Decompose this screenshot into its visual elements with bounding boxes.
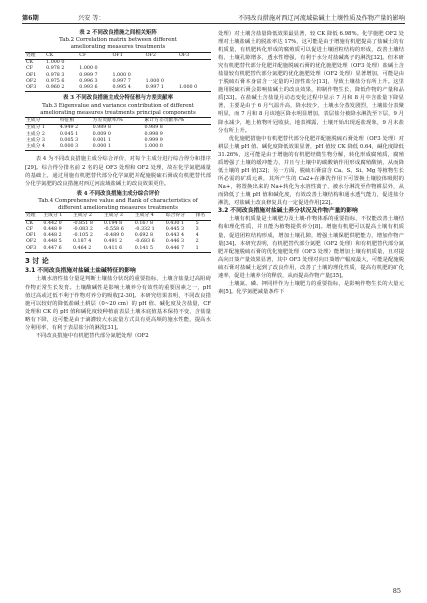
body-paragraph: 不同改良措施中有机肥替代部分氮肥处理（OF2 [35, 332, 149, 339]
table-4-caption-en-line2: different ameliorating measures treatments [58, 205, 178, 212]
body-paragraph: 土壤水溶性盐分量是判断土壤盐分状况的重要指标，土壤含盐量过高阻碍作物正常生长发育。土壤酸碱性是影响土壤养分有效性的重要因素之一，pH 值过高或过低不利于作物对养分的吸收[2-30]。本研究结果表明，不同改良措施可以较好的降低盐碱土耕层（0~20 cm）的 pH 值、碱化度及含盐量，CF 处理和 CK 的 pH 值和碱化度较种植前表层土壤本底值基本保持不变，含盐量略有下降，这可能是由于滴灌较大水流量方式具有更高频的施水性能，提高水分利用率，有利于表层盐分的淋洗[31]。 [25, 276, 211, 331]
table-2-header: CF [78, 52, 111, 59]
table-cell: -0.332 1 [134, 226, 155, 232]
left-column [25, 30, 211, 340]
table-row [25, 220, 211, 227]
body-paragraph: 处理）对土壤含盐量降低效果最显著，较 CK 降低 6.98%。化学施肥 OF2 处理对土壤盐碱土的脱盐率达 17%，这可能是由于增施有机肥提高了盐碱土的有机质量，有机肥转化形成的腐殖质可以促进土壤团粒结构的形成，改善土壤结构，土壤孔隙增多，透水性增强，有利于水分对盐碱离子的淋洗[32]。但本研究有机肥替代部分化肥并配施脱硫石膏的优化施肥处理（OF3 处理）盐碱土含盐量较有机肥替代部分氮肥的优化施肥处理（OF2 处理）显著增加，可能是由于脱硫石膏本身富含一定量的可溶性盐分[13]，导致土壤盐分有所上升。这里施用脱硫石膏会影响盐碱土的改良效果，抑制作物生长，降低作物的产量和品质[33]。在盐碱土含盐量月动态变化过程中显示 7 月和 8 月中含盐量下降显著，主要是由于 6 月气温升高，降水较少，土壤水分蒸发剧烈，土壤盐分表聚明显，而 7 月和 8 月该地区降水明显增加，表层盐分被降水淋洗至下层，9 月降水减少，地上植物叶冠收获，地表裸露，土壤开始出现返盐现象，9 月末盐分有所上升。 [218, 31, 404, 134]
table-cell: 0.448 2 [43, 233, 62, 239]
table-2-header: OF3 [178, 52, 211, 59]
table-3-header: 特征根 [59, 118, 92, 125]
table-4-grid [25, 212, 211, 253]
header-authors: 兴安 等： [78, 15, 105, 22]
table-cell: 0.005 3 [59, 137, 79, 143]
table-cell: 0.187 4 [72, 239, 92, 245]
table-2-caption-zh: 表 2 不同改良措施之间相关矩阵 [79, 30, 157, 36]
table-cell: 0.993 6 [78, 85, 111, 92]
table-cell: 0.446 3 [165, 239, 185, 245]
table-cell: 0.464 2 [72, 246, 103, 253]
table-cell: 2 [195, 239, 199, 245]
table-3-grid [25, 117, 211, 151]
table-cell: -0.851 8 [72, 220, 93, 226]
table-row [25, 125, 211, 132]
table-cell: OF2 [26, 78, 37, 84]
table-cell: 0.001 1 [92, 137, 111, 143]
table-2 [25, 30, 211, 92]
table-cell: 0.009 0 [92, 131, 111, 137]
table-cell: 0.997 1 [145, 85, 178, 92]
table-cell: 0.989 8 [144, 125, 163, 131]
table-cell: 0.995 4 [111, 85, 144, 92]
table-3-caption-en-line2: ameliorating measures treatments principal components [40, 109, 196, 116]
table-cell: -0.105 2 [72, 233, 93, 239]
table-cell: 0.999 9 [144, 137, 163, 143]
table-cell: 0.000 1 [92, 144, 144, 151]
table-cell: 0.446 7 [165, 246, 195, 253]
table-cell: OF1 [26, 233, 37, 239]
table-cell: 0.167 8 [134, 220, 154, 226]
table-cell: OF3 [25, 246, 42, 253]
table-cell: 0.447 6 [42, 246, 72, 253]
table-cell: 1.000 0 [145, 78, 164, 84]
body-paragraph: 土壤有机质量是土壤肥力及土壤-作物体系的重要指标，不仅能改善土壤结构和理化性质，并且能为植物提供养分[8]。增施有机肥可以提高土壤有机质量，促进团粒结构形成，增加土壤孔隙，增强土壤保肥供肥能力，增加作物产量[34]。本研究表明，有机肥替代部分氮肥（OF2 处理）和有机肥替代部分氮肥并配施脱硫石膏的优化施肥处理（OF3 处理）能增加土壤有机质量，且对提高向日葵产量效果显著，其中 OF3 处理对向日葵增产幅度最大，可能是配施脱硫石膏对盐碱土起到了改良作用，改善了土壤的理化性质，提高有机肥的矿化速率，促进土壤养分的释放，从而提高作物产量[35]。 [218, 216, 404, 279]
table-4-header: 排名 [195, 213, 211, 220]
table-cell: 0.975 6 [46, 78, 65, 84]
table-4-header: 主成分 2 [72, 213, 103, 220]
subsection-heading: 3.2 不同改良措施对盐碱土养分状况及作物产量的影响 [218, 208, 358, 215]
table-cell: 0.996 3 [79, 78, 98, 84]
table-cell: 0.997 7 [112, 78, 131, 84]
table-cell: 0.692 8 [134, 233, 154, 239]
table-cell: 0.998 9 [144, 131, 163, 137]
table-cell: 0.448 9 [43, 226, 62, 232]
table-2-caption-en-line2: ameliorating measures treatments [70, 44, 166, 51]
table-3 [25, 95, 211, 151]
table-cell: 0.442 0 [43, 220, 62, 226]
table-cell: 0.999 7 [79, 72, 98, 78]
table-2-header: 处理 [25, 52, 45, 59]
table-cell: OF2 [26, 239, 37, 245]
table-cell: 主成分 2 [26, 131, 45, 137]
table-cell: -0.683 6 [134, 239, 155, 245]
table-3-header: 累计方差贡献率/% [144, 118, 211, 125]
table-2-grid [25, 52, 211, 93]
table-row [25, 239, 211, 245]
table-cell: 0.045 1 [59, 131, 79, 137]
table-cell: -0.083 2 [72, 226, 93, 232]
table-cell: 0.000 3 [59, 144, 92, 151]
table-cell: 1.000 0 [46, 59, 65, 65]
table-4-caption-en-line1: Tab.4 Comprehensive value and Rank of characteristics of [38, 197, 198, 204]
table-cell: 5 [195, 220, 199, 226]
table-cell [178, 59, 211, 66]
table-cell: 0.491 2 [103, 239, 123, 245]
table-cell: -0.489 0 [103, 233, 124, 239]
table-cell: 0.960 2 [45, 85, 78, 92]
table-cell: 0.989 8 [92, 125, 111, 131]
table-2-header: OF2 [145, 52, 178, 59]
table-2-header: CK [45, 52, 78, 59]
table-cell: 主成分 3 [26, 137, 45, 143]
table-3-header: 方差贡献率/% [92, 118, 144, 125]
table-cell [111, 59, 144, 66]
table-cell: 0.443 4 [165, 233, 185, 239]
table-cell: 0.978 3 [46, 72, 65, 78]
table-row [25, 246, 211, 253]
table-cell: -0.558 6 [103, 226, 124, 232]
subsection-heading: 3.1 不同改良措施对盐碱土盐碱特征的影响 [25, 268, 136, 275]
table-cell: 主成分 1 [26, 125, 45, 131]
table-cell: 0.430 1 [165, 220, 185, 226]
table-cell: 4 [195, 233, 199, 239]
table-cell: CF [26, 226, 33, 232]
table-cell: 1 [195, 246, 211, 253]
table-4-header: 主成分 4 [134, 213, 165, 220]
table-cell: CK [26, 220, 34, 226]
table-cell: 1.000 0 [112, 72, 131, 78]
body-paragraph: 表 4 为不同改良措施主成分综合评价，对每个主成分进行综合得分和排序[29]。综合得分排名前 2 名的是 OF3 处理和 OF2 处理，故在化学氮肥减量的基础上，通过用施有机肥替代部分化学氮肥并配施脱硫石膏或有机肥替代部分化学氮肥的改良措施对西辽河流域盐碱土的改良效果更佳。 [25, 156, 211, 187]
body-paragraph: 土壤氮、磷、钾同样作为土壤肥力的重要指标，是影响作物生长的大量元素[5]。化学氮肥减量条件下 [218, 280, 404, 295]
table-cell: OF1 [26, 72, 37, 78]
right-column [218, 30, 404, 296]
running-header [22, 12, 405, 24]
table-cell: 0.978 2 [46, 66, 65, 72]
table-3-caption-zh: 表 3 不同改良措施主成分特征根与方差贡献率 [63, 95, 173, 102]
issue-number: 第6期 [22, 15, 39, 22]
table-4-header: 主成分 3 [103, 213, 134, 220]
table-cell: OF3 [25, 85, 45, 92]
table-cell: 0.194 8 [103, 220, 123, 226]
table-cell: 0.411 6 [103, 246, 134, 253]
table-cell: 1.000 0 [178, 85, 211, 92]
table-cell: 4.949 2 [59, 125, 79, 131]
table-cell: 0.448 5 [43, 239, 62, 245]
table-cell: 1.000 0 [144, 144, 211, 151]
table-3-caption-en-line1: Tab.3 Eigenvalue and variance contribution of different [42, 102, 194, 109]
body-paragraph: 优化施肥措施中有机肥替代部分化肥并配施脱硫石膏处理（OF3 处理）对耕层土壤 pH 值、碱化度降低效果显著，pH 值较 CK 降低 0.64，碱化度降低 31.26%，这可能是由于增施的有机肥经微生物分解，转化形成腐殖质，腐殖质增强了土壤的缓冲能力，并且与土壤中的碳酸钠作用形成腐殖酸钠，从而降低土壤的 pH 值[32]；另一方面，脱硫石膏富含 Ca、S、Si、Mg 等植物生长所必需的矿质元素，其所产生的 Ca2+在淋洗作用下可置换土壤胶体吸附的 Na+，将置换出来的 Na+转化为水溶性离子，被水分淋洗至作物耕层外，从而降低了土壤 pH 值和碱化度，有效改善土壤结构和通水透气能力，促进盐分淋洗，对盐碱土改良修复具有一定促进作用[22]。 [218, 135, 404, 206]
table-4 [25, 191, 211, 253]
table-4-header: 综合得分 [165, 213, 195, 220]
table-2-caption-en-line1: Tab.2 Correlation matrix between different [59, 37, 177, 44]
table-row [25, 144, 211, 151]
table-cell: 主成分 4 [25, 144, 59, 151]
table-4-header: 主成分 1 [42, 213, 72, 220]
table-row [25, 85, 211, 92]
table-cell [145, 59, 178, 66]
header-title: 不同改良措施对西辽河流域盐碱土土壤性质及作物产量的影响 [237, 15, 405, 22]
table-2-header: OF1 [111, 52, 144, 59]
table-cell: 3 [195, 226, 199, 232]
table-cell: 1.000 0 [79, 66, 98, 72]
table-cell: 0.141 5 [134, 246, 165, 253]
table-cell: CF [26, 66, 33, 72]
table-cell: 0.445 3 [165, 226, 185, 232]
page-number: 85 [392, 587, 401, 595]
table-3-header: 主成分 [25, 118, 59, 125]
section-heading: 3 讨 论 [25, 257, 49, 266]
table-4-caption-zh: 表 4 不同改良措施主成分综合评价 [76, 190, 160, 197]
table-cell: CK [26, 59, 34, 65]
table-4-header: 处理 [25, 213, 42, 220]
